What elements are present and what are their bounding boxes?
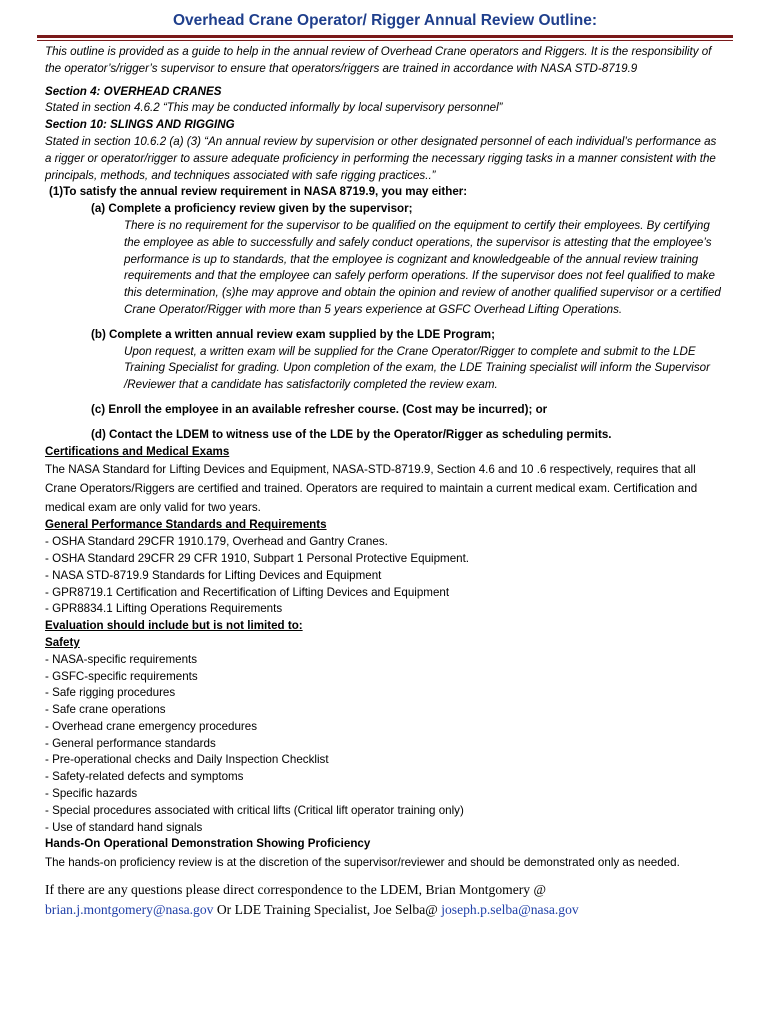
list-item: - OSHA Standard 29CFR 1910.179, Overhead and Gantry Cranes. bbox=[45, 535, 388, 549]
requirement-heading: (1)To satisfy the annual review requirement in NASA 8719.9, you may either: bbox=[49, 185, 468, 199]
title-divider-thin bbox=[37, 40, 733, 41]
option-b-label: (b) Complete a written annual review exam supplied by the LDE Program; bbox=[91, 327, 495, 341]
title-divider-thick bbox=[37, 35, 733, 38]
list-item: - Pre-operational checks and Daily Inspection Checklist bbox=[45, 753, 329, 767]
section4-text: Stated in section 4.6.2 “This may be conducted informally by local supervisory personnel” bbox=[45, 101, 503, 115]
list-item: - General performance standards bbox=[45, 736, 216, 750]
list-item: - GSFC-specific requirements bbox=[45, 669, 198, 683]
list-item: - Safety-related defects and symptoms bbox=[45, 770, 244, 784]
list-item: - OSHA Standard 29CFR 29 CFR 1910, Subpart 1 Personal Protective Equipment. bbox=[45, 551, 470, 565]
evaluation-heading: Evaluation should include but is not limited to: bbox=[45, 619, 303, 633]
page-title: Overhead Crane Operator/ Rigger Annual Review Outline: bbox=[172, 12, 598, 29]
safety-heading: Safety bbox=[45, 635, 80, 649]
intro-paragraph: This outline is provided as a guide to help in the annual review of Overhead Crane operators and Riggers. It is the responsibility of the operator’s/rigger’s supervisor to ensure that operators/riggers are trained in accordance with NASA STD-8719.9 bbox=[45, 45, 712, 75]
certifications-text: The NASA Standard for Lifting Devices and Equipment, NASA-STD-8719.9, Section 4.6 and 10 .6 respectively, requires that all Crane Operators/Riggers are certified and trained. Operators are required to maintain a current medical exam. Certification and medical exam are only valid for two years. bbox=[45, 463, 698, 515]
contact-footer bbox=[45, 880, 725, 920]
option-d-label: (d) Contact the LDEM to witness use of the LDE by the Operator/Rigger as scheduling permits. bbox=[91, 427, 612, 441]
contact-middle-text: Or LDE Training Specialist, Joe Selba@ bbox=[216, 902, 438, 918]
standards-heading: General Performance Standards and Requirements bbox=[45, 518, 327, 532]
specialist-email-link[interactable]: joseph.p.selba@nasa.gov bbox=[441, 902, 579, 918]
certifications-heading: Certifications and Medical Exams bbox=[45, 444, 230, 458]
section4-heading: Section 4: OVERHEAD CRANES bbox=[45, 84, 222, 98]
list-item: - Special procedures associated with critical lifts (Critical lift operator training only) bbox=[45, 803, 464, 817]
handson-text: The hands-on proficiency review is at the discretion of the supervisor/reviewer and should be demonstrated only as needed. bbox=[45, 856, 680, 870]
list-item: - Overhead crane emergency procedures bbox=[45, 719, 258, 733]
list-item: - Specific hazards bbox=[45, 787, 138, 801]
section10-heading: Section 10: SLINGS AND RIGGING bbox=[45, 118, 235, 132]
option-a-label: (a) Complete a proficiency review given by the supervisor; bbox=[91, 202, 413, 216]
list-item: - GPR8719.1 Certification and Recertification of Lifting Devices and Equipment bbox=[45, 585, 450, 599]
list-item: - NASA STD-8719.9 Standards for Lifting Devices and Equipment bbox=[45, 568, 382, 582]
list-item: - Safe crane operations bbox=[45, 703, 166, 717]
section10-text: Stated in section 10.6.2 (a) (3) “An annual review by supervision or other designated personnel of each individual’s performance as a rigger or operator/rigger to assure adequate proficiency in performing the necessary rigging tasks in a manner consistent with the principals, methods, and techniques associated with safe rigging practices..” bbox=[45, 134, 717, 182]
handson-heading: Hands-On Operational Demonstration Showing Proficiency bbox=[45, 837, 371, 851]
standards-list bbox=[45, 534, 725, 618]
list-item: - GPR8834.1 Lifting Operations Requirements bbox=[45, 602, 283, 616]
contact-line: If there are any questions please direct correspondence to the LDEM, Brian Montgomery @ bbox=[45, 882, 546, 898]
list-item: - Use of standard hand signals bbox=[45, 820, 203, 834]
document-page bbox=[45, 0, 725, 920]
option-b-text: Upon request, a written exam will be supplied for the Crane Operator/Rigger to complete and submit to the LDE Training Specialist for grading. Upon completion of the exam, the LDE Training specialist will inform the Supervisor /Reviewer that a candidate has satisfactorily completed the review exam. bbox=[124, 344, 710, 392]
list-item: - Safe rigging procedures bbox=[45, 686, 176, 700]
ldem-email-link[interactable]: brian.j.montgomery@nasa.gov bbox=[45, 902, 214, 918]
option-a-text: There is no requirement for the supervisor to be qualified on the equipment to certify their employees. By certifying the employee as able to successfully and safely conduct operations, the supervisor is attesting that the employee’s performance is up to standards, that the employee is cognizant and knowledgeable of the annual review training requirements and that the employee can safely perform operations. If the supervisor does not feel qualified to make this determination, (s)he may approve and obtain the opinion and review of another qualified supervisor or a certified Crane Operator/Rigger with more than 5 years experience at GSFC Overhead Lifting Operations. bbox=[124, 218, 721, 316]
option-c-label: (c) Enroll the employee in an available refresher course. (Cost may be incurred); or bbox=[91, 402, 548, 416]
list-item: - NASA-specific requirements bbox=[45, 652, 198, 666]
safety-list bbox=[45, 652, 725, 837]
